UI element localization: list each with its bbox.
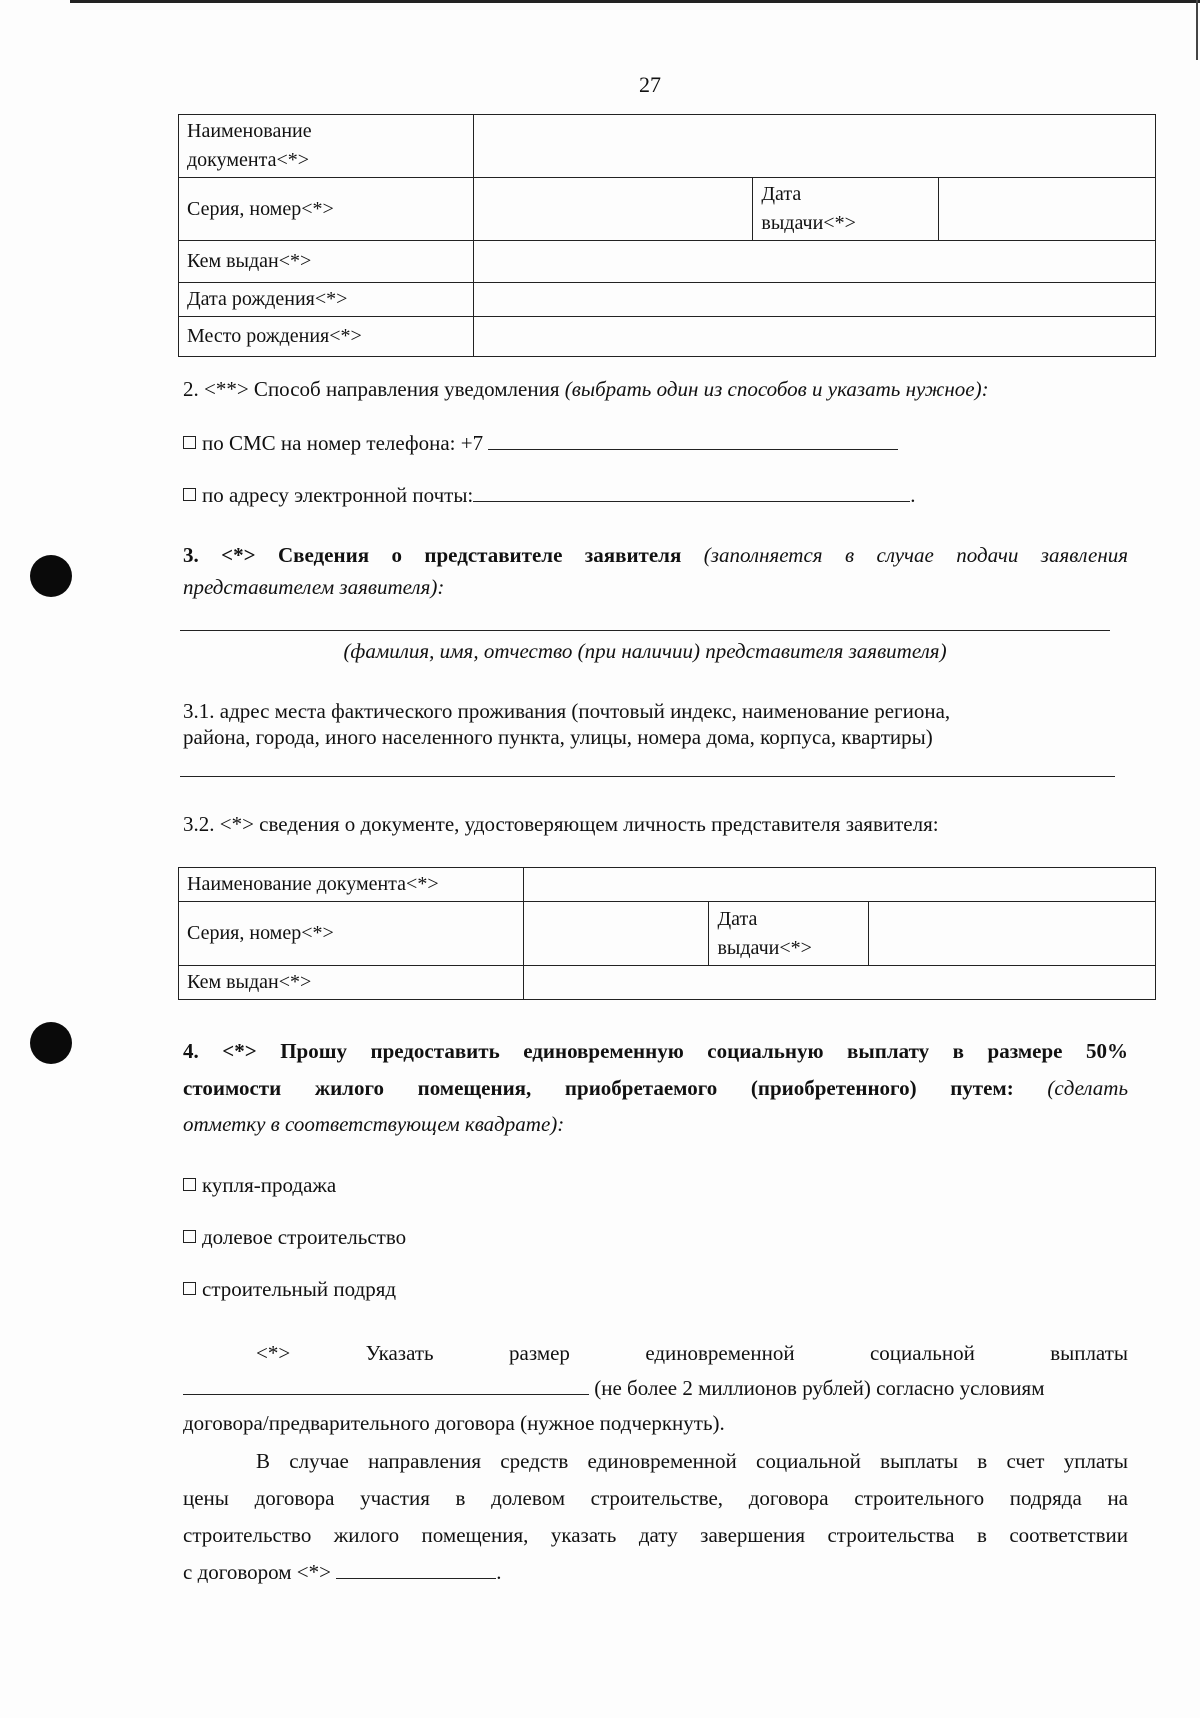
checkbox-purchase[interactable]	[183, 1178, 196, 1191]
paragraph-line-1: В случае направления средств единовременной социальной выплаты в счет уплаты	[256, 1449, 1128, 1473]
table-row	[179, 241, 1156, 283]
field-document-name[interactable]	[473, 115, 1155, 178]
amount-line: (не более 2 миллионов рублей) согласно условиям	[183, 1371, 1128, 1406]
email-input-line[interactable]	[473, 480, 910, 502]
field-birth-place[interactable]	[473, 317, 1155, 357]
field-series-number[interactable]	[473, 178, 753, 241]
notify-email-option[interactable]: по адресу электронной почты: .	[183, 478, 1128, 513]
table-row	[179, 178, 1156, 241]
notify-sms-option[interactable]: по СМС на номер телефона: +7	[183, 426, 1128, 461]
checkbox-construction-contract[interactable]	[183, 1282, 196, 1295]
field-issue-date[interactable]	[939, 178, 1156, 241]
address-input-line[interactable]	[180, 776, 1115, 777]
option-shared-construction[interactable]: долевое строительство	[183, 1220, 1128, 1255]
section2-heading: 2. <**> Способ направления уведомления (выбрать один из способов и указать нужное):	[183, 377, 989, 401]
label-series-number: Серия, номер<*>	[179, 178, 474, 241]
representative-name-line[interactable]	[180, 630, 1110, 631]
label-issued-by: Кем выдан<*>	[179, 241, 474, 283]
field-rep-issued-by[interactable]	[523, 966, 1155, 1000]
section4-heading-line2: стоимости жилого помещения, приобретаемого (приобретенного) путем: (сделать	[183, 1076, 1129, 1100]
table-row	[179, 902, 1156, 966]
field-rep-series-number[interactable]	[523, 902, 709, 966]
section3-note: представителем заявителя):	[183, 575, 445, 599]
table-row	[179, 868, 1156, 902]
amount-instruction: <*> Указать размер единовременной социальной выплаты	[256, 1341, 1128, 1365]
amount-contract-note: договора/предварительного договора (нужное подчеркнуть).	[183, 1411, 725, 1435]
section4-heading-line1: 4. <*> Прошу предоставить единовременную социальную выплату в размере 50%	[183, 1039, 1128, 1063]
applicant-document-table	[178, 114, 1156, 357]
representative-doc-heading: 3.2. <*> сведения о документе, удостоверяющем личность представителя заявителя:	[183, 812, 939, 836]
punch-hole-lower	[30, 1022, 72, 1064]
label-birth-place: Место рождения<*>	[179, 317, 474, 357]
paragraph-line-4: с договором <*> .	[183, 1555, 1128, 1590]
address-line-1: 3.1. адрес места фактического проживания (почтовый индекс, наименование региона,	[183, 699, 951, 723]
representative-document-table	[178, 867, 1156, 1000]
table-row	[179, 283, 1156, 317]
paragraph-line-3: строительство жилого помещения, указать дату завершения строительства в соответствии	[183, 1523, 1128, 1547]
option-purchase[interactable]: купля-продажа	[183, 1168, 1128, 1203]
amount-input-line[interactable]	[183, 1373, 589, 1395]
label-rep-series-number: Серия, номер<*>	[179, 902, 524, 966]
scan-top-border	[70, 0, 1200, 3]
paragraph-line-2: цены договора участия в долевом строительстве, договора строительного подряда на	[183, 1486, 1128, 1510]
field-issued-by[interactable]	[473, 241, 1155, 283]
representative-name-caption: (фамилия, имя, отчество (при наличии) представителя заявителя)	[343, 639, 947, 663]
label-issue-date: Дата выдачи<*>	[753, 178, 939, 241]
checkbox-email[interactable]	[183, 488, 196, 501]
address-line-2: района, города, иного населенного пункта, улицы, номера дома, корпуса, квартиры)	[183, 725, 933, 749]
label-rep-issue-date: Дата выдачи<*>	[709, 902, 869, 966]
label-document-name: Наименование документа<*>	[179, 115, 474, 178]
checkbox-shared-construction[interactable]	[183, 1230, 196, 1243]
checkbox-sms[interactable]	[183, 436, 196, 449]
label-birth-date: Дата рождения<*>	[179, 283, 474, 317]
field-birth-date[interactable]	[473, 283, 1155, 317]
section3-heading: 3. <*> Сведения о представителе заявителя (заполняется в случае подачи заявления	[183, 543, 1129, 567]
table-row	[179, 966, 1156, 1000]
option-construction-contract[interactable]: строительный подряд	[183, 1272, 1128, 1307]
completion-date-input-line[interactable]	[336, 1557, 496, 1579]
label-rep-document-name: Наименование документа<*>	[179, 868, 524, 902]
phone-input-line[interactable]	[488, 428, 898, 450]
table-row	[179, 115, 1156, 178]
page-number: 27	[639, 72, 661, 97]
section4-note: отметку в соответствующем квадрате):	[183, 1112, 565, 1136]
punch-hole-upper	[30, 555, 72, 597]
field-rep-document-name[interactable]	[523, 868, 1155, 902]
label-rep-issued-by: Кем выдан<*>	[179, 966, 524, 1000]
field-rep-issue-date[interactable]	[869, 902, 1156, 966]
scan-right-border	[1196, 0, 1198, 60]
table-row	[179, 317, 1156, 357]
